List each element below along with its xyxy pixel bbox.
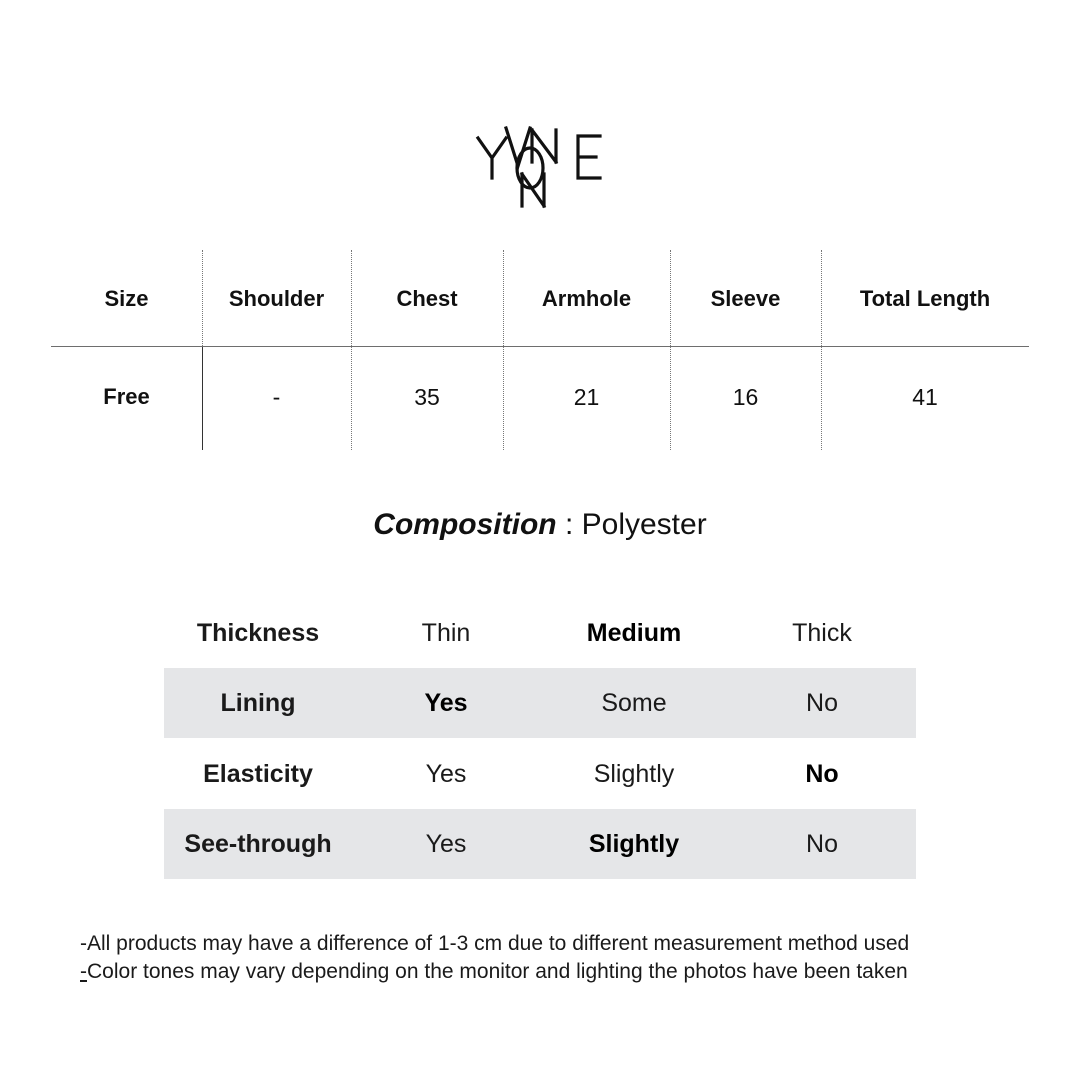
size-table <box>51 250 1029 450</box>
fabric-option: No <box>805 759 839 788</box>
fabric-option: No <box>806 829 838 858</box>
composition-label: Composition <box>373 508 557 541</box>
fabric-row-label: Thickness <box>196 618 320 647</box>
column-separator <box>670 250 671 450</box>
fabric-row-lining <box>164 668 916 738</box>
note-measurement: -All products may have a difference of 1-3 cm due to different measurement method used <box>80 932 910 955</box>
cell-chest: 35 <box>414 383 440 410</box>
brand-logo-mark <box>470 118 610 214</box>
column-separator <box>503 250 504 450</box>
header-chest: Chest <box>396 286 458 311</box>
fabric-option: Some <box>601 688 667 717</box>
cell-sleeve: 16 <box>732 383 759 410</box>
fabric-option: Thick <box>792 618 852 647</box>
cell-armhole: 21 <box>573 383 600 410</box>
size-table-data-row <box>51 348 1029 446</box>
note-color-tones <box>80 958 1020 986</box>
composition-separator: : <box>556 508 582 541</box>
cell-total-length: 41 <box>912 383 938 410</box>
fabric-table <box>164 598 916 880</box>
fabric-option: Thin <box>421 618 471 647</box>
note-dash: - <box>80 960 87 983</box>
column-separator <box>821 250 822 450</box>
composition-line <box>0 500 1080 550</box>
fabric-row-see-through <box>164 809 916 879</box>
fabric-option: Yes <box>424 688 468 717</box>
fabric-option: Slightly <box>593 759 675 788</box>
column-separator-solid <box>202 347 203 450</box>
header-shoulder: Shoulder <box>228 286 325 311</box>
fabric-option: Slightly <box>588 829 680 858</box>
fabric-row-thickness <box>164 598 916 668</box>
fabric-option: Yes <box>425 759 467 788</box>
header-size: Size <box>104 286 149 311</box>
header-armhole: Armhole <box>541 286 632 311</box>
fabric-row-label: See-through <box>184 829 332 858</box>
fabric-option: Yes <box>425 829 467 858</box>
fabric-row-label: Lining <box>220 688 296 717</box>
fabric-row-elasticity <box>164 739 916 809</box>
fabric-option: No <box>806 688 838 717</box>
note-color-text: Color tones may vary depending on the monitor and lighting the photos have been taken <box>87 960 908 983</box>
fabric-row-label: Elasticity <box>203 759 313 788</box>
brand-logo <box>470 118 610 214</box>
cell-size: Free <box>103 384 150 409</box>
size-table-header-row <box>51 250 1029 348</box>
header-sleeve: Sleeve <box>710 286 781 311</box>
size-table-divider <box>51 346 1029 347</box>
disclaimer-notes <box>80 930 1020 986</box>
column-separator <box>351 250 352 450</box>
composition-value: Polyester <box>581 508 707 541</box>
fabric-option: Medium <box>586 618 682 647</box>
header-total-length: Total Length <box>859 286 991 311</box>
cell-shoulder: - <box>272 383 281 410</box>
